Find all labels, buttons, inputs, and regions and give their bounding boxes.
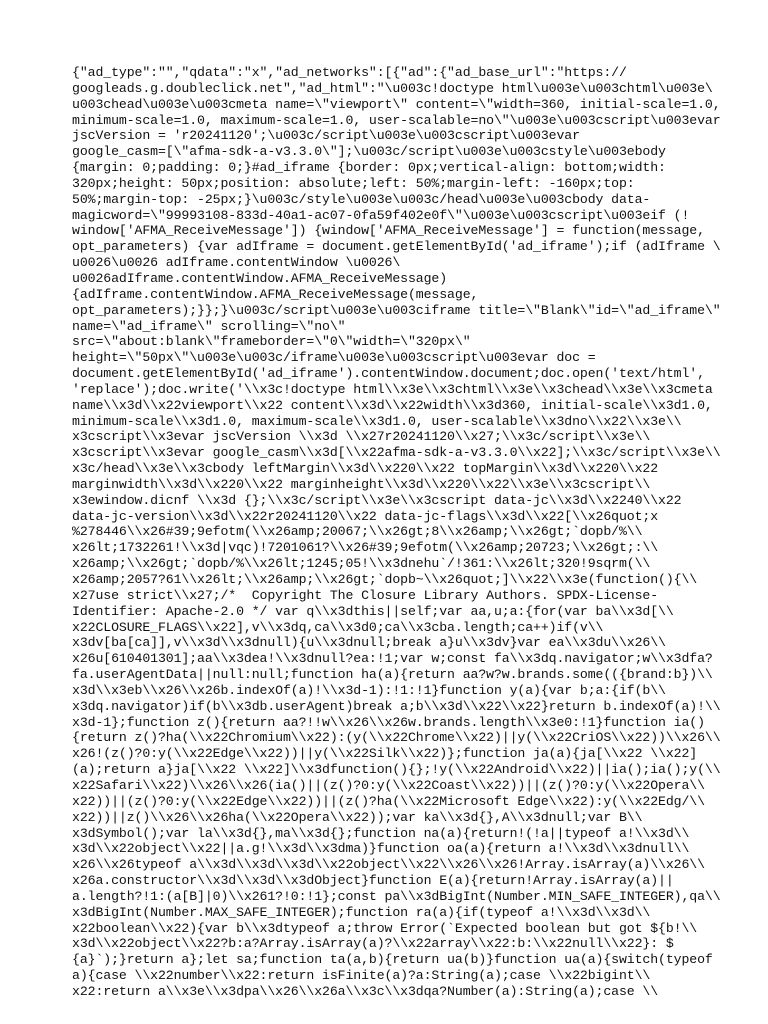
text-line: x26\\x26typeof a\\x3d\\x3d\\x3d\\x22object\\x22\\x26\\x26!Array.isArray(a)\\x26\\ xyxy=(72,857,705,873)
text-line: googleads.g.doubleclick.net","ad_html":"\u003c!doctype html\u003e\u003chtml\u003e\ xyxy=(72,80,713,96)
text-line: a.length?!1:(a[B]|0)\\x261?!0:!1};const pa\\x3dBigInt(Number.MIN_SAFE_INTEGER),qa\\ xyxy=(72,888,721,904)
text-line: x3d\\x3eb\\x26\\x26b.indexOf(a)!\\x3d-1):!1:!1}function y(a){var b;a:{if(b\\ xyxy=(72,682,666,698)
text-line: name\\x3d\\x22viewport\\x22 content\\x3d\\x22width\\x3d360, initial-scale\\x3d1.0, xyxy=(72,397,713,413)
text-line: x27use strict\\x27;/* Copyright The Closure Library Authors. SPDX-License- xyxy=(72,587,659,603)
text-line: minimum-scale=1.0, maximum-scale=1.0, user-scalable=no\"\u003e\u003cscript\u003evar xyxy=(72,112,721,128)
text-line: fa.userAgentData||null:null;function ha(a){return aa?w?w.brands.some(({brand:b})\\ xyxy=(72,667,713,683)
text-line: u003chead\u003e\u003cmeta name=\"viewport\" content=\"width=360, initial-scale=1.0, xyxy=(72,96,721,112)
text-line: x3dSymbol();var la\\x3d{},ma\\x3d{};function na(a){return!(!a||typeof a!\\x3d\\ xyxy=(72,825,690,841)
text-line: x3d\\x22object\\x22?b:a?Array.isArray(a)?\\x22array\\x22:b:\\x22null\\x22}: $ xyxy=(72,936,674,952)
text-line: %278446\\x26#39;9efotm(\\x26amp;20067;\\x26gt;8\\x26amp;\\x26gt;`dopb/%\\ xyxy=(72,524,643,540)
text-line: x26a.constructor\\x3d\\x3d\\x3dObject}function E(a){return!Array.isArray(a)|| xyxy=(72,873,674,889)
text-line: 50%;margin-top: -25px;}\u003c/style\u003e\u003c/head\u003e\u003cbody data- xyxy=(72,191,651,207)
text-line: name=\"ad_iframe\" scrolling=\"no\" xyxy=(72,318,346,334)
text-line: u0026adIframe.contentWindow.AFMA_ReceiveMessage) xyxy=(72,270,448,286)
text-line: x3dq.navigator)if(b\\x3db.userAgent)break a;b\\x3d\\x22\\x22}return b.indexOf(a)!\\ xyxy=(72,698,721,714)
text-line: src=\"about:blank\"frameborder=\"0\"width=\"320px\" xyxy=(72,334,471,350)
text-line: u0026\u0026 adIframe.contentWindow \u0026\ xyxy=(72,255,401,271)
text-line: Identifier: Apache-2.0 */ var q\\x3dthis||self;var aa,u;a:{for(var ba\\x3d[\\ xyxy=(72,603,674,619)
text-line: marginwidth\\x3d\\x220\\x22 marginheight\\x3d\\x220\\x22\\x3e\\x3cscript\\ xyxy=(72,476,651,492)
text-line: magicword=\"99993108-833d-40a1-ac07-0fa59f402e0f\"\u003e\u003cscript\u003eif (! xyxy=(72,207,690,223)
text-line: x22))||(z()?0:y(\\x22Edge\\x22))||(z()?ha(\\x22Microsoft Edge\\x22):y(\\x22Edg/\\ xyxy=(72,793,705,809)
text-line: x3d-1};function z(){return aa?!!w\\x26\\x26w.brands.length\\x3e0:!1}function ia() xyxy=(72,714,705,730)
text-line: x22))||z()\\x26\\x26ha(\\x22Opera\\x22));var ka\\x3d{},A\\x3dnull;var B\\ xyxy=(72,809,643,825)
text-line: x3dv[ba[ca]],v\\x3d\\x3dnull){u\\x3dnull;break a}u\\x3dv}var ea\\x3du\\x26\\ xyxy=(72,635,666,651)
text-line: x26u[610401301];aa\\x3dea!\\x3dnull?ea:!1;var w;const fa\\x3dq.navigator;w\\x3dfa? xyxy=(72,651,713,667)
text-line: jscVersion = 'r20241120';\u003c/script\u003e\u003cscript\u003evar xyxy=(72,128,580,144)
text-line: minimum-scale\\x3d1.0, maximum-scale\\x3d1.0, user-scalable\\x3dno\\x22\\x3e\\ xyxy=(72,413,682,429)
text-line: {"ad_type":"","qdata":"x","ad_networks":[{"ad":{"ad_base_url":"https:// xyxy=(72,65,627,80)
text-line: x22Safari\\x22)\\x26\\x26(ia()||(z()?0:y(\\x22Coast\\x22))||(z()?0:y(\\x22Opera\\ xyxy=(72,777,705,793)
text-line: window['AFMA_ReceiveMessage']) {window['AFMA_ReceiveMessage'] = function(message, xyxy=(72,223,705,239)
text-line: x22CLOSURE_FLAGS\\x22],v\\x3dq,ca\\x3d0;ca\\x3cba.length;ca++)if(v\\ xyxy=(72,619,604,635)
text-line: opt_parameters);}};}\u003c/script\u003e\u003ciframe title=\"Blank\"id=\"ad_iframe\" xyxy=(72,302,721,318)
text-line: data-jc-version\\x3d\\x22r20241120\\x22 data-jc-flags\\x3d\\x22[\\x26quot;x xyxy=(72,508,659,524)
text-line: x3ewindow.dicnf \\x3d {};\\x3c/script\\x3e\\x3cscript data-jc\\x3d\\x2240\\x22 xyxy=(72,492,682,508)
text-line: x22boolean\\x22){var b\\x3dtypeof a;throw Error(`Expected boolean but got ${b!\\ xyxy=(72,920,698,936)
text-line: google_casm=[\"afma-sdk-a-v3.3.0\"];\u003c/script\u003e\u003cstyle\u003ebody xyxy=(72,144,666,160)
text-line: x26!(z()?0:y(\\x22Edge\\x22))||y(\\x22Silk\\x22)};function ja(a){ja[\\x22 \\x22] xyxy=(72,746,698,762)
text-line: 'replace');doc.write('\\x3c!doctype html\\x3e\\x3chtml\\x3e\\x3chead\\x3e\\x3cmeta xyxy=(72,381,713,397)
text-line: (a);return a}ja[\\x22 \\x22]\\x3dfunction(){};!y(\\x22Android\\x22)||ia();ia();y(\\ xyxy=(72,762,721,778)
text-line: {margin: 0;padding: 0;}#ad_iframe {border: 0px;vertical-align: bottom;width: xyxy=(72,160,666,176)
text-line: x26lt;1732261!\\x3d|vqc)!7201061?\\x26#39;9efotm(\\x26amp;20723;\\x26gt;:\\ xyxy=(72,540,659,556)
text-line: a){case \\x22number\\x22:return isFinite(a)?a:String(a);case \\x22bigint\\ xyxy=(72,968,651,984)
text-line: {adIframe.contentWindow.AFMA_ReceiveMessage(message, xyxy=(72,286,479,302)
text-line: x3d\\x22object\\x22||a.g!\\x3d\\x3dma)}function oa(a){return a!\\x3d\\x3dnull\\ xyxy=(72,841,690,857)
text-line: x26amp;2057?61\\x26lt;\\x26amp;\\x26gt;`dopb~\\x26quot;]\\x22\\x3e(function(){\\ xyxy=(72,572,698,587)
text-line: height=\"50px\"\u003e\u003c/iframe\u003e\u003cscript\u003evar doc = xyxy=(72,350,596,366)
text-line: opt_parameters) {var adIframe = document.getElementById('ad_iframe');if (adIframe \ xyxy=(72,239,721,255)
text-line: x3c/head\\x3e\\x3cbody leftMargin\\x3d\\x220\\x22 topMargin\\x3d\\x220\\x22 xyxy=(72,461,659,477)
text-line: document.getElementById('ad_iframe').contentWindow.document;doc.open('text/html', xyxy=(72,366,705,382)
text-line: 320px;height: 50px;position: absolute;left: 50%;margin-left: -160px;top: xyxy=(72,175,635,191)
text-line: {return z()?ha(\\x22Chromium\\x22):(y(\\x22Chrome\\x22)||y(\\x22CriOS\\x22))\\x26\\ xyxy=(72,730,721,746)
text-line: x3cscript\\x3evar jscVersion \\x3d \\x27r20241120\\x27;\\x3c/script\\x3e\\ xyxy=(72,429,651,445)
text-line: {a}`);}return a};let sa;function ta(a,b){return ua(b)}function ua(a){switch(typeof xyxy=(72,952,713,968)
text-line: x26amp;\\x26gt;`dopb/%\\x26lt;1245;05!\\x3dnehu`/!361:\\x26lt;320!9sqrm(\\ xyxy=(72,556,651,572)
text-line: x22:return a\\x3e\\x3dpa\\x26\\x26a\\x3c\\x3dqa?Number(a):String(a);case \\ xyxy=(72,983,659,999)
text-line: x3cscript\\x3evar google_casm\\x3d[\\x22afma-sdk-a-v3.3.0\\x22];\\x3c/script\\x3e\\ xyxy=(72,445,721,461)
raw-code-text xyxy=(72,65,721,1000)
text-line: x3dBigInt(Number.MAX_SAFE_INTEGER);function ra(a){if(typeof a!\\x3d\\x3d\\ xyxy=(72,904,651,920)
